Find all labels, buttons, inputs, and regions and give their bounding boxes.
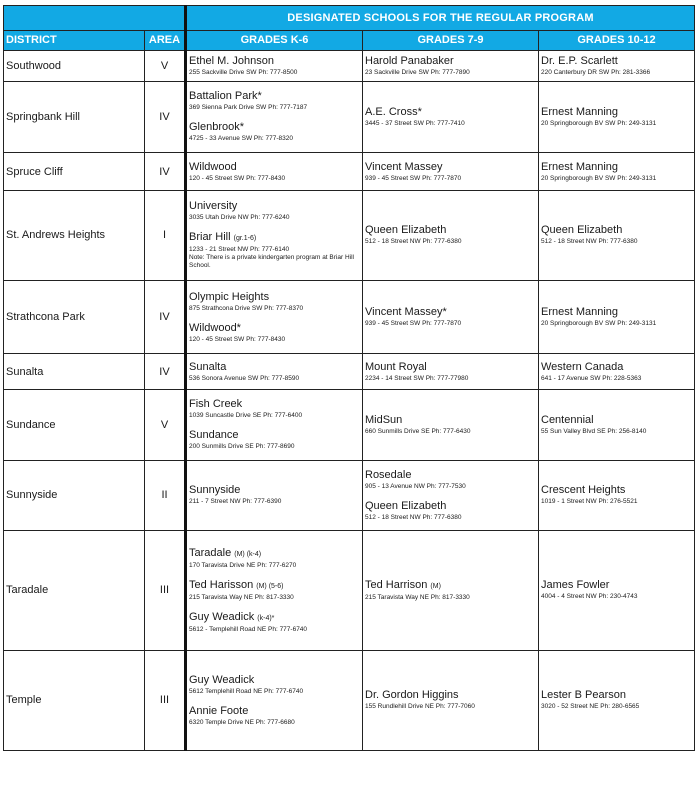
district-name: St. Andrews Heights [4, 190, 145, 280]
school-cell [363, 460, 539, 531]
school-name: Ted Harrison (M) [365, 578, 441, 591]
school-note: (M) [430, 582, 441, 590]
area-value: II [145, 460, 186, 531]
school-cell [539, 460, 695, 531]
school-address: 641 - 17 Avenue SW Ph: 228-5363 [541, 374, 642, 382]
school-name: Briar Hill (gr.1-6) [189, 231, 257, 244]
school-name: MidSun [365, 413, 403, 426]
school-address: 4004 - 4 Street NW Ph: 230-4743 [541, 593, 638, 601]
table-row [4, 50, 695, 81]
school-entry [189, 161, 360, 183]
school-cell [363, 354, 539, 390]
school-entry [365, 414, 536, 436]
school-cell [539, 153, 695, 191]
school-entry [365, 689, 536, 711]
school-name: Centennial [541, 413, 594, 426]
school-entry [189, 322, 360, 344]
table-row [4, 190, 695, 280]
school-address: 20 Springborough BV SW Ph: 249-3131 [541, 320, 657, 328]
column-header-row [4, 30, 695, 50]
school-note: (gr.1-6) [233, 235, 257, 243]
area-value: IV [145, 153, 186, 191]
school-entry [189, 200, 360, 222]
school-cell [363, 50, 539, 81]
school-address: 2234 - 14 Street SW Ph: 777-77980 [365, 374, 469, 382]
district-name: Strathcona Park [4, 280, 145, 354]
school-entry [365, 161, 536, 183]
school-address: 3020 - 52 Street NE Ph: 280-6565 [541, 703, 640, 711]
school-address: 55 Sun Valley Blvd SE Ph: 256-8140 [541, 427, 647, 435]
school-name: Wildwood [189, 160, 237, 173]
school-entry [189, 611, 360, 634]
district-name: Springbank Hill [4, 81, 145, 153]
column-header-grades-k6: GRADES K-6 [186, 30, 363, 50]
school-cell [186, 531, 363, 651]
school-entry [365, 500, 536, 522]
school-entry [189, 547, 360, 570]
school-cell [539, 354, 695, 390]
district-name: Sundance [4, 390, 145, 461]
school-entry [541, 161, 692, 183]
school-entry [541, 361, 692, 383]
school-cell [363, 153, 539, 191]
school-name: Ernest Manning [541, 306, 619, 319]
school-entry [541, 689, 692, 711]
school-cell [539, 50, 695, 81]
district-name: Taradale [4, 531, 145, 651]
table-row [4, 354, 695, 390]
school-entry [365, 55, 536, 77]
school-address: 1019 - 1 Street NW Ph: 276-5521 [541, 498, 638, 506]
school-address: 120 - 45 Street SW Ph: 777-8430 [189, 335, 286, 343]
school-entry [365, 106, 536, 128]
school-cell [186, 390, 363, 461]
school-cell [363, 390, 539, 461]
school-address: 215 Taravista Way NE Ph: 817-3330 [365, 593, 470, 601]
school-name: Ernest Manning [541, 105, 619, 118]
school-cell [186, 280, 363, 354]
area-value: V [145, 390, 186, 461]
school-address: 20 Springborough BV SW Ph: 249-3131 [541, 119, 657, 127]
table-row [4, 390, 695, 461]
title-blank-cell [4, 6, 186, 31]
school-entry [365, 469, 536, 491]
table-row [4, 280, 695, 354]
school-entry [189, 121, 360, 143]
school-address: 536 Sonora Avenue SW Ph: 777-8590 [189, 374, 300, 382]
school-cell [186, 354, 363, 390]
table-row [4, 531, 695, 651]
school-entry [541, 579, 692, 601]
school-name: Glenbrook* [189, 121, 245, 134]
school-address: 939 - 45 Street SW Ph: 777-7870 [365, 174, 462, 182]
school-name: Ted Harisson (M) (5-6) [189, 578, 284, 591]
school-entry [189, 705, 360, 727]
table-title: DESIGNATED SCHOOLS FOR THE REGULAR PROGRAM [186, 6, 695, 31]
title-row [4, 6, 695, 31]
school-address: 255 Sackville Drive SW Ph: 777-8500 [189, 68, 298, 76]
school-name: Crescent Heights [541, 484, 626, 497]
school-name: Sunnyside [189, 484, 241, 497]
school-name: Guy Weadick (k-4)* [189, 610, 275, 623]
school-entry [365, 361, 536, 383]
table-body [4, 6, 695, 751]
school-name: Vincent Massey* [365, 306, 447, 319]
school-cell [186, 460, 363, 531]
school-cell [363, 650, 539, 750]
school-entry [189, 398, 360, 420]
school-address: 512 - 18 Street NW Ph: 777-6380 [541, 238, 638, 246]
school-name: Mount Royal [365, 360, 427, 373]
school-address: 20 Springborough BV SW Ph: 249-3131 [541, 174, 657, 182]
school-entry [541, 224, 692, 246]
school-entry [541, 106, 692, 128]
school-address: 120 - 45 Street SW Ph: 777-8430 [189, 174, 286, 182]
school-address: 3035 Utah Drive NW Ph: 777-6240 [189, 214, 290, 222]
school-entry [189, 579, 360, 602]
school-name: Dr. Gordon Higgins [365, 689, 459, 702]
school-address: 155 Rundlehill Drive NE Ph: 777-7060 [365, 703, 475, 711]
school-name: A.E. Cross* [365, 105, 422, 118]
school-name: Annie Foote [189, 704, 249, 717]
school-address: 660 Sunmills Drive SE Ph: 777-6430 [365, 427, 471, 435]
area-value: IV [145, 81, 186, 153]
school-entry [189, 231, 360, 270]
school-name: Olympic Heights [189, 290, 270, 303]
school-entry [541, 55, 692, 77]
school-entry [365, 579, 536, 602]
school-address: 1233 - 21 Street NW Ph: 777-6140 [189, 246, 290, 254]
school-name: Ernest Manning [541, 160, 619, 173]
school-address: 905 - 13 Avenue NW Ph: 777-7530 [365, 482, 466, 490]
column-header-area: AREA [145, 30, 186, 50]
table-row [4, 81, 695, 153]
school-cell [539, 531, 695, 651]
school-cell [363, 280, 539, 354]
school-entry [541, 414, 692, 436]
school-cell [186, 190, 363, 280]
column-header-district: DISTRICT [4, 30, 145, 50]
designated-schools-table [3, 5, 695, 751]
school-cell [539, 190, 695, 280]
school-name: Western Canada [541, 360, 624, 373]
district-name: Sunalta [4, 354, 145, 390]
school-note: (M) (5-6) [256, 582, 284, 590]
table-row [4, 153, 695, 191]
area-value: V [145, 50, 186, 81]
area-value: III [145, 531, 186, 651]
school-address: 369 Sienna Park Drive SW Ph: 777-7187 [189, 104, 308, 112]
area-value: I [145, 190, 186, 280]
area-value: IV [145, 354, 186, 390]
school-name: Fish Creek [189, 398, 243, 411]
school-address: 215 Taravista Way NE Ph: 817-3330 [189, 593, 294, 601]
district-name: Spruce Cliff [4, 153, 145, 191]
district-name: Temple [4, 650, 145, 750]
school-entry [189, 674, 360, 696]
school-cell [539, 650, 695, 750]
school-name: Lester B Pearson [541, 689, 626, 702]
school-name: James Fowler [541, 579, 610, 592]
school-name: Guy Weadick [189, 673, 255, 686]
school-entry [189, 55, 360, 77]
school-note: (M) (k-4) [234, 550, 262, 558]
school-cell [363, 81, 539, 153]
school-entry [189, 291, 360, 313]
school-name: Dr. E.P. Scarlett [541, 54, 618, 67]
school-name: Battalion Park* [189, 90, 262, 103]
school-note: (k-4)* [257, 614, 275, 622]
school-cell [539, 81, 695, 153]
column-header-grades-10-12: GRADES 10-12 [539, 30, 695, 50]
school-address: 875 Strathcona Drive SW Ph: 777-8370 [189, 304, 304, 312]
school-name: Vincent Massey [365, 160, 443, 173]
school-cell [539, 390, 695, 461]
school-cell [363, 531, 539, 651]
school-address: 512 - 18 Street NW Ph: 777-6380 [365, 238, 462, 246]
school-address: 200 Sunmills Drive SE Ph: 777-8690 [189, 443, 295, 451]
school-cell [186, 81, 363, 153]
school-address: 939 - 45 Street SW Ph: 777-7870 [365, 320, 462, 328]
school-address: 220 Canterbury DR SW Ph: 281-3366 [541, 68, 651, 76]
school-address: 170 Taravista Drive NE Ph: 777-6270 [189, 561, 297, 569]
school-name: Queen Elizabeth [365, 499, 447, 512]
school-cell [363, 190, 539, 280]
school-cell [539, 280, 695, 354]
school-name: Sundance [189, 429, 239, 442]
school-name: Wildwood* [189, 321, 241, 334]
district-name: Southwood [4, 50, 145, 81]
school-name: Queen Elizabeth [365, 224, 447, 237]
school-address: 1039 Suncastle Drive SE Ph: 777-6400 [189, 412, 303, 420]
school-entry [365, 306, 536, 328]
school-address: 211 - 7 Street NW Ph: 777-6390 [189, 498, 282, 506]
school-entry [541, 306, 692, 328]
school-address: 3445 - 37 Street SW Ph: 777-7410 [365, 119, 465, 127]
column-header-grades-7-9: GRADES 7-9 [363, 30, 539, 50]
school-address: 5612 - Templehill Road NE Ph: 777-6740 [189, 625, 308, 633]
school-entry [189, 484, 360, 506]
school-entry [189, 361, 360, 383]
school-address: 512 - 18 Street NW Ph: 777-6380 [365, 513, 462, 521]
school-cell [186, 153, 363, 191]
school-name: Taradale (M) (k-4) [189, 546, 262, 559]
district-name: Sunnyside [4, 460, 145, 531]
school-name: Rosedale [365, 468, 412, 481]
school-name: Sunalta [189, 360, 227, 373]
school-address: 23 Sackville Drive SW Ph: 777-7890 [365, 68, 470, 76]
area-value: IV [145, 280, 186, 354]
school-cell [186, 50, 363, 81]
area-value: III [145, 650, 186, 750]
school-entry [189, 429, 360, 451]
table-row [4, 650, 695, 750]
school-address: 6320 Temple Drive NE Ph: 777-6680 [189, 718, 295, 726]
school-name: Harold Panabaker [365, 54, 454, 67]
school-entry [541, 484, 692, 506]
school-entry [365, 224, 536, 246]
school-cell [186, 650, 363, 750]
table-row [4, 460, 695, 531]
school-entry [189, 90, 360, 112]
school-name: Queen Elizabeth [541, 224, 623, 237]
school-address: 5612 Templehill Road NE Ph: 777-6740 [189, 687, 304, 695]
school-extra-note: Note: There is a private kindergarten program at Briar Hill School. [189, 254, 354, 270]
school-address: 4725 - 33 Avenue SW Ph: 777-8320 [189, 135, 293, 143]
school-name: Ethel M. Johnson [189, 54, 274, 67]
school-name: University [189, 200, 238, 213]
